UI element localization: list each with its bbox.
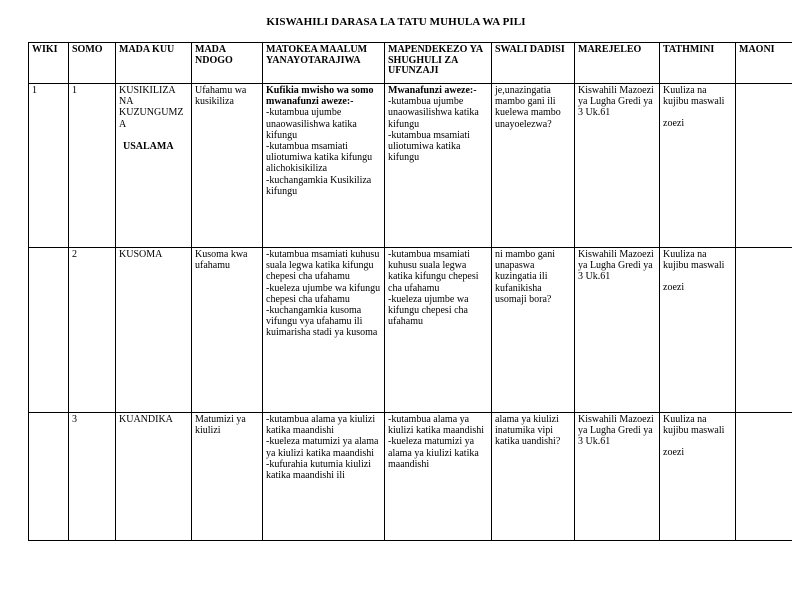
cell-maoni xyxy=(736,84,792,248)
mapendekezo-item: -kutambua msamiati uliotumiwa katika kifungu xyxy=(388,129,470,164)
cell-swali-dadisi: alama ya kiulizi inatumika vipi katika uandishi? xyxy=(492,413,575,541)
tathmini-exercise: zoezi xyxy=(663,447,685,459)
cell-mada-ndogo: Ufahamu wa kusikiliza xyxy=(192,84,263,248)
mapendekezo-item: -kueleza ujumbe wa kifungu chepesi cha ufahamu xyxy=(388,293,469,328)
matokea-item: -kutambua msamiati kuhusu suala legwa katika kifungu chepesi cha ufahamu xyxy=(266,249,380,283)
tathmini-method: Kuuliza na kujibu maswali xyxy=(663,85,725,108)
cell-marejeleo: Kiswahili Mazoezi ya Lugha Gredi ya 3 Uk.61 xyxy=(575,248,660,413)
cell-wiki xyxy=(29,248,69,413)
cell-matokea xyxy=(263,248,385,413)
mapendekezo-item: -kueleza matumizi ya alama ya kiulizi katika maandishi xyxy=(388,436,479,470)
cell-mapendekezo xyxy=(385,84,492,248)
tathmini-method: Kuuliza na kujibu maswali xyxy=(663,249,725,272)
header-maoni: MAONI xyxy=(736,43,792,84)
header-row xyxy=(29,43,792,84)
matokea-item: -kuchangamkia kusoma vifungu vya ufahamu ili kuimarisha stadi ya kusoma xyxy=(266,305,378,339)
matokea-item: -kueleza ujumbe wa kifungu chepesi cha ufahamu xyxy=(266,282,381,305)
matokea-heading: Kufikia mwisho wa somo mwanafunzi aweze:- xyxy=(266,85,374,108)
cell-mada-ndogo: Matumizi ya kiulizi xyxy=(192,413,263,541)
tathmini-exercise: zoezi xyxy=(663,118,685,130)
cell-mapendekezo xyxy=(385,413,492,541)
cell-tathmini xyxy=(660,248,736,413)
header-mada-kuu: MADA KUU xyxy=(116,43,192,84)
mapendekezo-heading: Mwanafunzi aweze:- xyxy=(388,85,477,96)
cell-tathmini xyxy=(660,413,736,541)
cell-maoni xyxy=(736,248,792,413)
cell-wiki xyxy=(29,413,69,541)
matokea-item: -kutambua alama ya kiulizi katika maandishi xyxy=(266,414,376,437)
cell-swali-dadisi: ni mambo gani unapaswa kuzingatia ili kufanikisha usomaji bora? xyxy=(492,248,575,413)
matokea-item: -kutambua ujumbe unaowasilishwa katika kifungu xyxy=(266,107,357,141)
cell-mada-kuu xyxy=(116,84,192,248)
matokea-item: -kueleza matumizi ya alama ya kiulizi katika maandishi xyxy=(266,436,379,459)
table-row xyxy=(29,248,792,413)
cell-matokea xyxy=(263,84,385,248)
cell-marejeleo: Kiswahili Mazoezi ya Lugha Gredi ya 3 Uk.61 xyxy=(575,413,660,541)
header-somo: SOMO xyxy=(69,43,116,84)
header-matokea: MATOKEA MAALUM YANAYOTARAJIWA xyxy=(263,43,385,84)
document-title: KISWAHILI DARASA LA TATU MUHULA WA PILI xyxy=(266,16,526,28)
cell-somo: 2 xyxy=(69,248,116,413)
tathmini-exercise: zoezi xyxy=(663,282,685,294)
cell-somo: 1 xyxy=(69,84,116,248)
header-wiki: WIKI xyxy=(29,43,69,84)
matokea-item: -kuchangamkia Kusikiliza kifungu xyxy=(266,174,372,197)
tathmini-method: Kuuliza na kujibu maswali xyxy=(663,414,725,437)
cell-matokea xyxy=(263,413,385,541)
cell-wiki: 1 xyxy=(29,84,69,248)
mapendekezo-item: -kutambua msamiati kuhusu suala legwa katika kifungu chepesi cha ufahamu xyxy=(388,249,479,294)
header-swali-dadisi: SWALI DADISI xyxy=(492,43,575,84)
header-mada-ndogo: MADA NDOGO xyxy=(192,43,263,84)
header-tathmini: TATHMINI xyxy=(660,43,736,84)
matokea-item: -kutambua msamiati uliotumiwa katika kifungu alichokisikiliza xyxy=(266,141,373,175)
cell-mada-ndogo: Kusoma kwa ufahamu xyxy=(192,248,263,413)
matokea-item: -kufurahia kutumia kiulizi katika maandishi ili xyxy=(266,458,371,482)
mada-kuu-subtopic: USALAMA xyxy=(123,140,174,152)
header-mapendekezo: MAPENDEKEZO YA SHUGHULI ZA UFUNZAJI xyxy=(385,43,492,84)
cell-swali-dadisi: je,unazingatia mambo gani ili kuelewa mambo unayoelezwa? xyxy=(492,84,575,248)
cell-mada-kuu: KUANDIKA xyxy=(116,413,192,541)
table-row xyxy=(29,84,792,248)
mada-kuu-text: KUSIKILIZA NA KUZUNGUMZA xyxy=(119,85,184,130)
cell-mada-kuu: KUSOMA xyxy=(116,248,192,413)
cell-maoni xyxy=(736,413,792,541)
cell-somo: 3 xyxy=(69,413,116,541)
cell-tathmini xyxy=(660,84,736,248)
table-row xyxy=(29,413,792,541)
mapendekezo-item: -kutambua alama ya kiulizi katika maandishi xyxy=(388,414,485,437)
scheme-of-work-table xyxy=(28,42,792,541)
cell-mapendekezo xyxy=(385,248,492,413)
mapendekezo-item: -kutambua ujumbe unaowasilishwa katika kifungu xyxy=(388,96,479,130)
cell-marejeleo: Kiswahili Mazoezi ya Lugha Gredi ya 3 Uk.61 xyxy=(575,84,660,248)
header-marejeleo: MAREJELEO xyxy=(575,43,660,84)
